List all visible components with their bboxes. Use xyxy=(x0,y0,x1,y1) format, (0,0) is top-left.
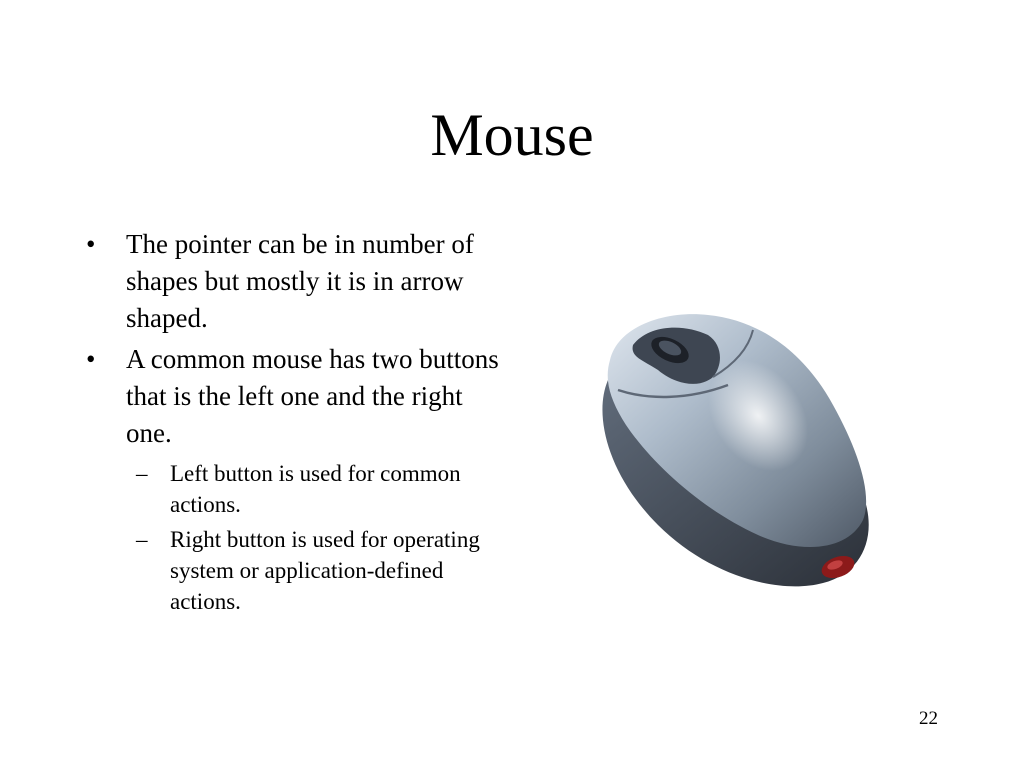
sub-bullet-item xyxy=(126,524,514,617)
mouse-illustration xyxy=(588,305,878,595)
sub-bullet-text: Left button is used for common actions. xyxy=(170,461,461,517)
sub-bullet-item xyxy=(126,458,514,520)
bullet-marker: • xyxy=(86,344,96,374)
sub-bullet-marker: – xyxy=(136,527,148,552)
bullet-text: A common mouse has two buttons that is the left one and the right one. xyxy=(126,344,499,448)
bullet-marker: • xyxy=(86,229,96,259)
slide-number: 22 xyxy=(919,708,938,729)
bullet-list xyxy=(84,226,514,617)
bullet-item xyxy=(84,341,514,617)
slide-body xyxy=(84,226,514,621)
sub-bullet-list xyxy=(126,458,514,617)
bullet-item xyxy=(84,226,514,337)
sub-bullet-marker: – xyxy=(136,461,148,486)
slide-title: Mouse xyxy=(430,102,594,168)
bullet-text: The pointer can be in number of shapes but mostly it is in arrow shaped. xyxy=(126,229,474,333)
computer-mouse-icon xyxy=(588,305,878,595)
sub-bullet-text: Right button is used for operating system or application-defined actions. xyxy=(170,527,480,614)
